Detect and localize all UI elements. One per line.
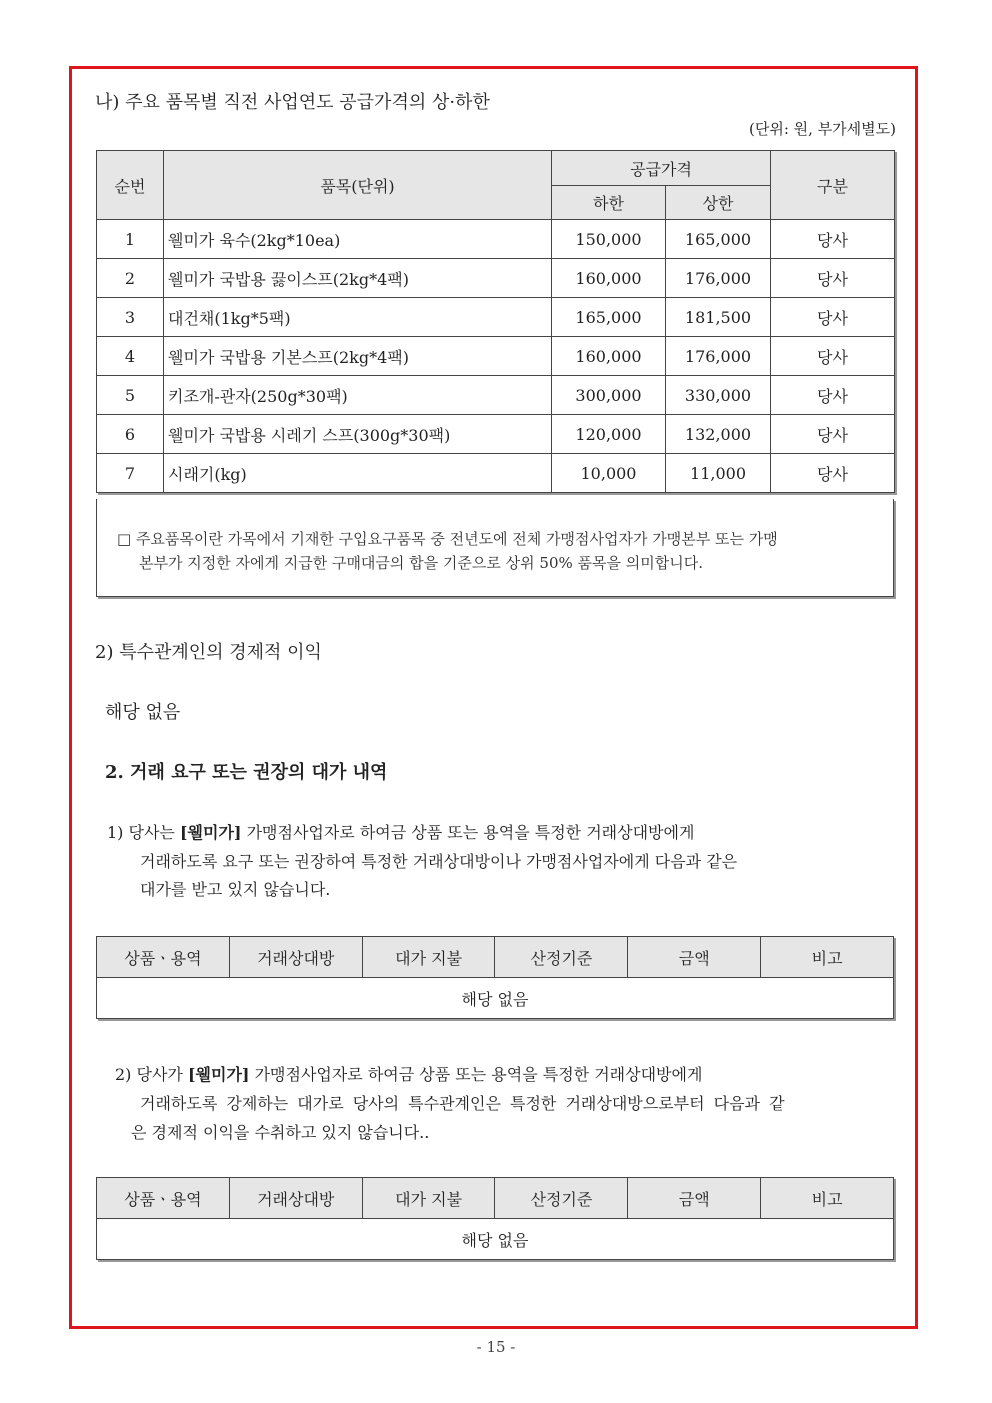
note-line: 본부가 지정한 자에게 지급한 구매대금의 합을 기준으로 상위 50% 품목을 의미합니다. <box>139 554 703 572</box>
para-text: 가맹점사업자로 하여금 상품 또는 용역을 특정한 거래상대방에게 <box>249 1065 703 1084</box>
row-type: 당사 <box>771 298 895 337</box>
para-prefix: 1) 당사는 <box>107 823 180 842</box>
col-header: 금액 <box>628 937 761 978</box>
header-type: 구분 <box>771 151 895 220</box>
row-item: 대건채(1kg*5팩) <box>164 298 552 337</box>
brand-name: [웰미가] <box>187 1065 250 1084</box>
brand-name: [웰미가] <box>179 823 242 842</box>
empty-row: 해당 없음 <box>97 978 894 1019</box>
empty-row: 해당 없음 <box>97 1219 894 1260</box>
col-header: 상품ㆍ용역 <box>97 1178 230 1219</box>
header-no: 순번 <box>97 151 164 220</box>
header-high: 상한 <box>666 186 771 220</box>
major-items-note <box>96 499 894 597</box>
row-no: 7 <box>97 454 164 493</box>
row-high: 11,000 <box>666 454 771 493</box>
row-type: 당사 <box>771 454 895 493</box>
row-no: 5 <box>97 376 164 415</box>
consideration-table-2 <box>96 1177 894 1260</box>
price-table <box>96 150 895 493</box>
col-header: 비고 <box>761 937 894 978</box>
header-low: 하한 <box>552 186 666 220</box>
row-high: 176,000 <box>666 337 771 376</box>
row-no: 4 <box>97 337 164 376</box>
row-low: 10,000 <box>552 454 666 493</box>
para-prefix: 2) 당사가 <box>115 1065 188 1084</box>
row-no: 6 <box>97 415 164 454</box>
table-row <box>97 376 895 415</box>
consideration-table-1 <box>96 936 894 1019</box>
paragraph-1-line-1 <box>107 820 694 843</box>
col-header: 비고 <box>761 1178 894 1219</box>
paragraph-1-line-3: 대가를 받고 있지 않습니다. <box>140 880 331 899</box>
table-row <box>97 220 895 259</box>
row-item: 웰미가 국밥용 시레기 스프(300g*30팩) <box>164 415 552 454</box>
col-header: 금액 <box>628 1178 761 1219</box>
col-header: 거래상대방 <box>229 1178 362 1219</box>
row-type: 당사 <box>771 337 895 376</box>
row-high: 176,000 <box>666 259 771 298</box>
row-high: 181,500 <box>666 298 771 337</box>
col-header: 거래상대방 <box>229 937 362 978</box>
row-no: 2 <box>97 259 164 298</box>
row-high: 330,000 <box>666 376 771 415</box>
table-row <box>97 298 895 337</box>
row-low: 160,000 <box>552 259 666 298</box>
table-row <box>97 415 895 454</box>
row-low: 150,000 <box>552 220 666 259</box>
row-low: 120,000 <box>552 415 666 454</box>
row-type: 당사 <box>771 259 895 298</box>
row-item: 시래기(kg) <box>164 454 552 493</box>
paragraph-2-line-2: 거래하도록 강제하는 대가로 당사의 특수관계인은 특정한 거래상대방으로부터 다음과 같 <box>140 1094 785 1113</box>
row-no: 3 <box>97 298 164 337</box>
row-low: 300,000 <box>552 376 666 415</box>
table-row <box>97 259 895 298</box>
section-heading: 2. 거래 요구 또는 권장의 대가 내역 <box>105 762 388 783</box>
row-item: 키조개-관자(250g*30팩) <box>164 376 552 415</box>
col-header: 대가 지불 <box>362 1178 495 1219</box>
para-text: 가맹점사업자로 하여금 상품 또는 용역을 특정한 거래상대방에게 <box>241 823 695 842</box>
paragraph-1-line-2: 거래하도록 요구 또는 권장하여 특정한 거래상대방이나 가맹점사업자에게 다음과 같은 <box>140 852 738 871</box>
row-item: 웰미가 국밥용 끓이스프(2kg*4팩) <box>164 259 552 298</box>
paragraph-2-line-3: 은 경제적 이익을 수취하고 있지 않습니다.. <box>131 1123 430 1142</box>
row-item: 웰미가 육수(2kg*10ea) <box>164 220 552 259</box>
row-type: 당사 <box>771 415 895 454</box>
page-number: - 15 - <box>476 1338 516 1356</box>
row-high: 165,000 <box>666 220 771 259</box>
note-line: □ 주요품목이란 가목에서 기재한 구입요구품목 중 전년도에 전체 가맹점사업자가 가맹본부 또는 가맹 <box>117 530 778 548</box>
table-row <box>97 454 895 493</box>
unit-label: (단위: 원, 부가세별도) <box>749 120 896 138</box>
header-price: 공급가격 <box>552 151 771 186</box>
header-item: 품목(단위) <box>164 151 552 220</box>
related-party-content: 해당 없음 <box>105 702 181 723</box>
col-header: 산정기준 <box>495 1178 628 1219</box>
col-header: 산정기준 <box>495 937 628 978</box>
section-title-major-items: 나) 주요 품목별 직전 사업연도 공급가격의 상·하한 <box>95 92 490 113</box>
col-header: 대가 지불 <box>362 937 495 978</box>
section-title-related-party: 2) 특수관계인의 경제적 이익 <box>95 642 322 663</box>
row-no: 1 <box>97 220 164 259</box>
row-low: 160,000 <box>552 337 666 376</box>
row-type: 당사 <box>771 220 895 259</box>
row-high: 132,000 <box>666 415 771 454</box>
row-item: 웰미가 국밥용 기본스프(2kg*4팩) <box>164 337 552 376</box>
row-low: 165,000 <box>552 298 666 337</box>
paragraph-2-line-1 <box>115 1062 702 1085</box>
col-header: 상품ㆍ용역 <box>97 937 230 978</box>
row-type: 당사 <box>771 376 895 415</box>
table-row <box>97 337 895 376</box>
